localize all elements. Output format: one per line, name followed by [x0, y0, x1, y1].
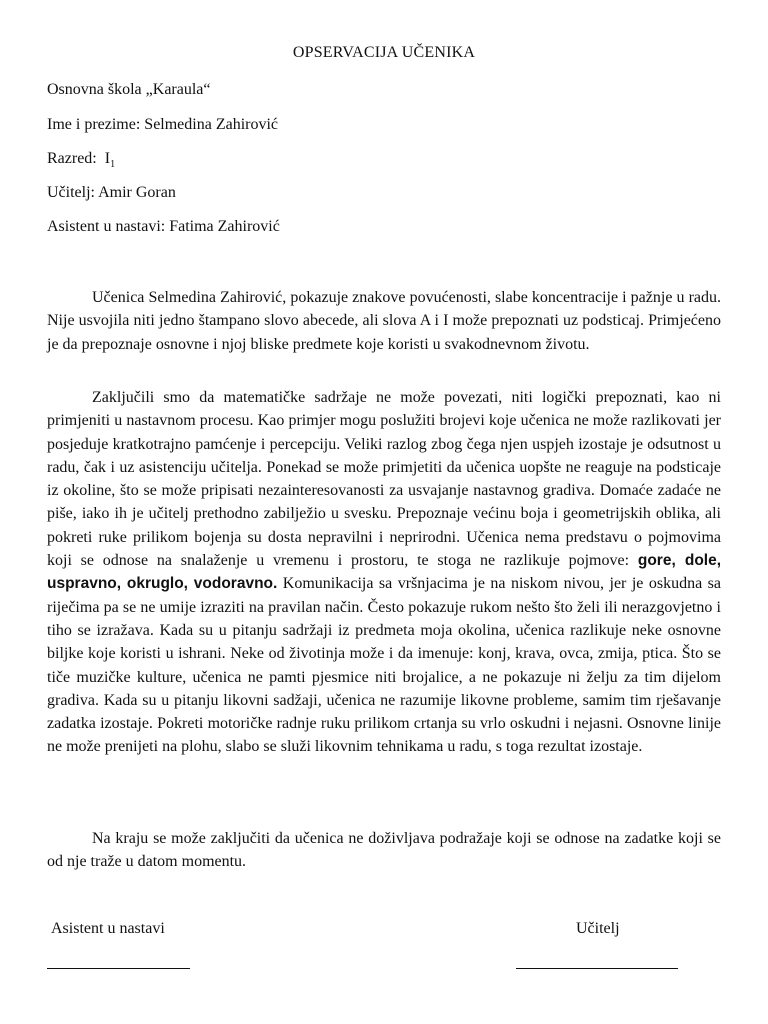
paragraph-2-part-a: Zaključili smo da matematičke sadržaje ne može povezati, niti logički prepoznati, kao ni primjeniti u nastavnom procesu. Kao primjer mogu poslužiti brojevi koje učenica ne može razlikovati jer posjeduje kratkotrajno pamćenje i percepciju. Veliki razlog zbog čega njen uspjeh izostaje je odsutnost u radu, čak i uz asistenciju učitelja. Ponekad se može primjetiti da učenica uopšte ne reaguje na podsticaje iz okoline, što se može pripisati nezainteresovanosti za usvajanje nastavnog gradiva. Domaće zadaće ne piše, iako ih je učitelj prethodno zabilježio u svesku. Prepoznaje većinu boja i geometrijskih oblika, ali pokreti ruke prilikom bojenja su dosta nepravilni i neprirodni. Učenica nema predstavu o pojmovima koji se odnose na snalaženje u vremenu i prostoru, te stoga ne razlikuje pojmove: [47, 389, 721, 570]
paragraph-1-text: Učenica Selmedina Zahirović, pokazuje znakove povućenosti, slabe koncentracije i pažnje u radu. Nije usvojila niti jedno štampano slovo abecede, ali slova A i I može prepoznati uz podsticaj. Primjećeno je da prepoznaje osnovne i njoj bliske predmete koje koristi u svakodnevnom životu. [47, 289, 721, 353]
grade-value: I [104, 150, 111, 167]
paragraph-3 [47, 827, 721, 874]
paragraph-2-bold-terms: gore, dole, uspravno, okruglo, vodoravno. [47, 552, 722, 593]
assistant-line: Asistent u nastavi: Fatima Zahirović [47, 218, 280, 235]
assistant-signature-line [47, 968, 190, 969]
school-line: Osnovna škola „Karaula“ [47, 81, 211, 98]
paragraph-3-text: Na kraju se može zaključiti da učenica ne doživljava podražaje koji se odnose na zadatke koji se od nje traže u datom momentu. [47, 830, 721, 871]
grade-line [47, 150, 115, 170]
student-name-line: Ime i prezime: Selmedina Zahirović [47, 116, 279, 133]
paragraph-2 [47, 386, 721, 759]
grade-subscript: 1 [110, 159, 116, 171]
paragraph-2-text [47, 386, 721, 759]
grade-label: Razred: [47, 150, 97, 167]
paragraph-2-part-b: Komunikacija sa vršnjacima je na niskom nivou, jer je oskudna sa riječima pa se ne umije izraziti na pravilan način. Često pokazuje rukom nešto što želi ili nerazgovjetno i tiho se izražava. Kada su u pitanju sadržaji iz predmeta moja okolina, učenica razlikuje neke osnovne biljke koje koristi u ishrani. Neke od životinja može i da imenuje: konj, krava, ovca, zmija, ptica. Što se tiče muzičke kulture, učenica ne pamti pjesmice niti brojalice, a ne pokazuje ni želju za tim dijelom gradiva. Kada su u pitanju likovni sadžaji, učenica ne razumije likovne probleme, samim tim rješavanje zadatka izostaje. Pokreti motoričke radnje ruku prilikom crtanja su vrlo oskudni i nejasni. Osnovne linije ne može prenijeti na plohu, slabo se služi likovnim tehnikama u radu, s toga rezultat izostaje. [47, 575, 721, 756]
paragraph-1 [47, 286, 721, 356]
document-title: OPSERVACIJA UČENIKA [292, 44, 476, 61]
teacher-line: Učitelj: Amir Goran [47, 184, 176, 201]
assistant-signature-label: Asistent u nastavi [51, 920, 165, 937]
teacher-signature-line [516, 968, 678, 969]
teacher-signature-label: Učitelj [576, 920, 620, 937]
